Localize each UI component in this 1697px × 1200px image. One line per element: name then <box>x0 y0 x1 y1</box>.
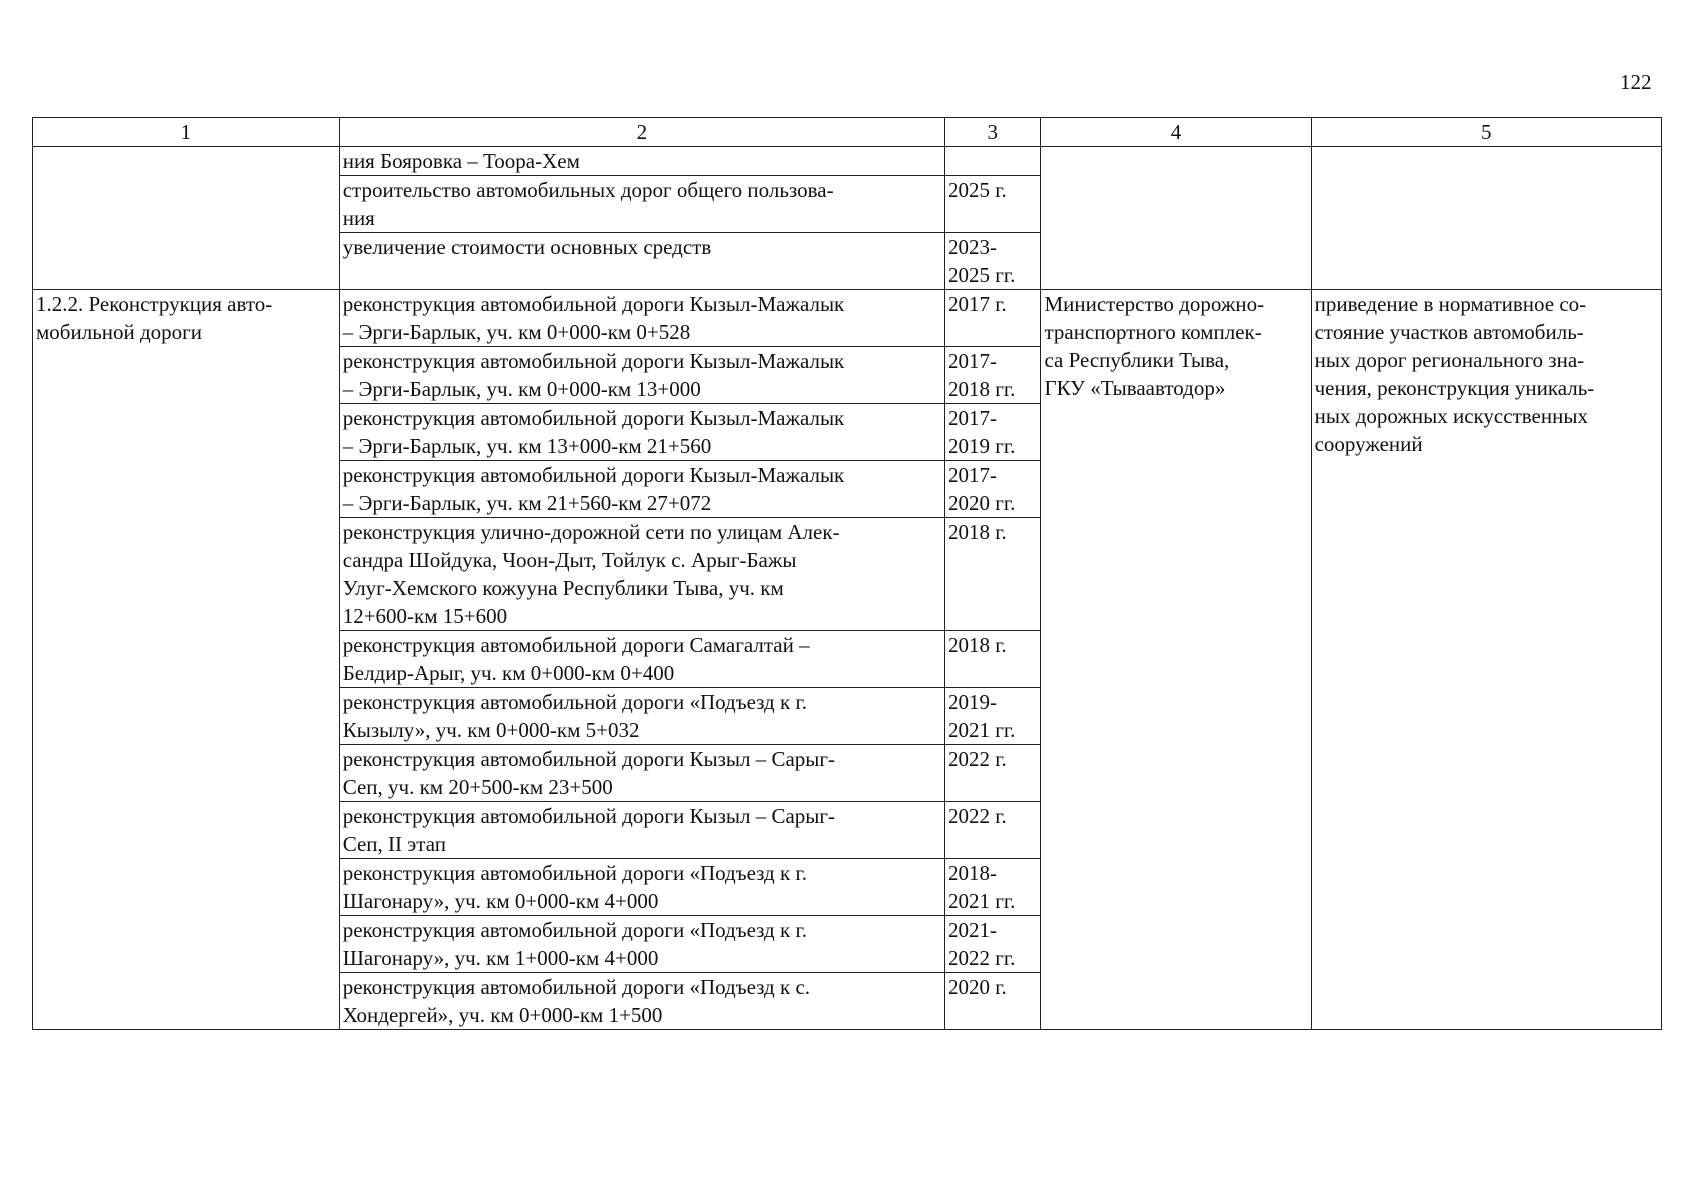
table-row <box>33 290 1662 347</box>
header-row <box>33 118 1662 147</box>
activity-cell: реконструкция автомобильной дороги «Подъезд к г. Шагонару», уч. км 0+000-км 4+000 <box>339 859 944 916</box>
period-cell: 2021- 2022 гг. <box>944 916 1040 973</box>
activity-cell: строительство автомобильных дорог общего пользова- ния <box>339 176 944 233</box>
period-cell: 2022 г. <box>944 745 1040 802</box>
result-cell <box>1311 147 1661 290</box>
period-cell: 2022 г. <box>944 802 1040 859</box>
column-header: 1 <box>33 118 340 147</box>
result-cell: приведение в нормативное со- стояние участков автомобиль- ных дорог регионального зна- чения, реконструкция уникаль- ных дорожных искусственных сооружений <box>1311 290 1661 1030</box>
activity-cell: реконструкция автомобильной дороги «Подъезд к с. Хондергей», уч. км 0+000-км 1+500 <box>339 973 944 1030</box>
page-number: 122 <box>1620 70 1652 94</box>
activity-cell: реконструкция автомобильной дороги Кызыл-Мажалык – Эрги-Барлык, уч. км 21+560-км 27+072 <box>339 461 944 518</box>
period-cell: 2017- 2018 гг. <box>944 347 1040 404</box>
column-header: 3 <box>944 118 1040 147</box>
section-title-cell <box>33 147 340 290</box>
column-header: 4 <box>1041 118 1311 147</box>
executor-cell: Министерство дорожно- транспортного комплек- са Республики Тыва, ГКУ «Тываавтодор» <box>1041 290 1311 1030</box>
period-cell: 2018 г. <box>944 631 1040 688</box>
activity-cell: реконструкция автомобильной дороги «Подъезд к г. Шагонару», уч. км 1+000-км 4+000 <box>339 916 944 973</box>
activity-cell: ния Бояровка – Тоора-Хем <box>339 147 944 176</box>
program-table <box>32 117 1662 1030</box>
activity-cell: реконструкция автомобильной дороги Кызыл-Мажалык – Эрги-Барлык, уч. км 13+000-км 21+560 <box>339 404 944 461</box>
period-cell: 2017- 2020 гг. <box>944 461 1040 518</box>
executor-cell <box>1041 147 1311 290</box>
activity-cell: увеличение стоимости основных средств <box>339 233 944 290</box>
period-cell: 2017 г. <box>944 290 1040 347</box>
period-cell: 2019- 2021 гг. <box>944 688 1040 745</box>
period-cell: 2018 г. <box>944 518 1040 631</box>
column-header: 5 <box>1311 118 1661 147</box>
period-cell: 2025 г. <box>944 176 1040 233</box>
period-cell: 2018- 2021 гг. <box>944 859 1040 916</box>
table-row <box>33 147 1662 176</box>
period-cell: 2020 г. <box>944 973 1040 1030</box>
period-cell: 2017- 2019 гг. <box>944 404 1040 461</box>
activity-cell: реконструкция автомобильной дороги Кызыл-Мажалык – Эрги-Барлык, уч. км 0+000-км 0+528 <box>339 290 944 347</box>
activity-cell: реконструкция автомобильной дороги Кызыл-Мажалык – Эрги-Барлык, уч. км 0+000-км 13+000 <box>339 347 944 404</box>
column-header: 2 <box>339 118 944 147</box>
period-cell <box>944 147 1040 176</box>
activity-cell: реконструкция автомобильной дороги Кызыл – Сарыг- Сеп, II этап <box>339 802 944 859</box>
activity-cell: реконструкция улично-дорожной сети по улицам Алек- сандра Шойдука, Чоон-Дыт, Тойлук с. Арыг-Бажы Улуг-Хемского кожууна Республики Тыва, уч. км 12+600-км 15+600 <box>339 518 944 631</box>
activity-cell: реконструкция автомобильной дороги Кызыл – Сарыг- Сеп, уч. км 20+500-км 23+500 <box>339 745 944 802</box>
activity-cell: реконструкция автомобильной дороги Самагалтай – Белдир-Арыг, уч. км 0+000-км 0+400 <box>339 631 944 688</box>
activity-cell: реконструкция автомобильной дороги «Подъезд к г. Кызылу», уч. км 0+000-км 5+032 <box>339 688 944 745</box>
section-title-cell: 1.2.2. Реконструкция авто- мобильной дороги <box>33 290 340 1030</box>
period-cell: 2023- 2025 гг. <box>944 233 1040 290</box>
